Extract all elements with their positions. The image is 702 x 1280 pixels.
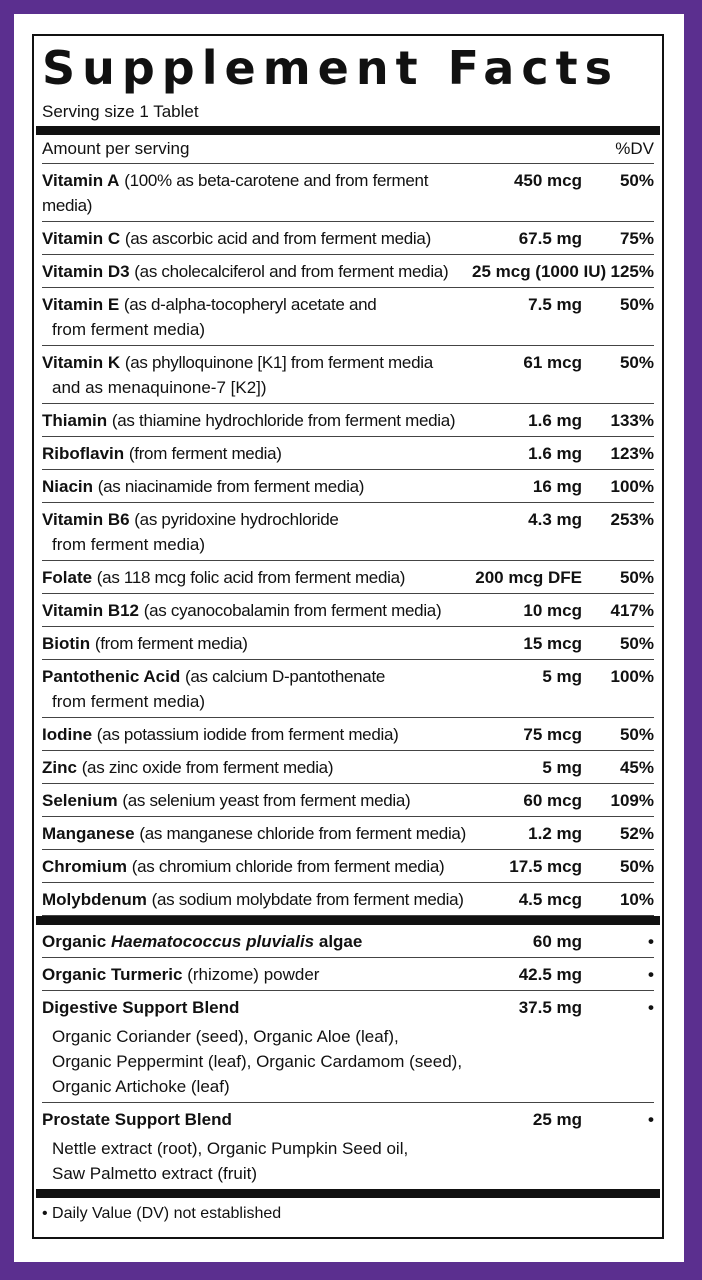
nutrient-name: Thiamin [42, 411, 108, 430]
nutrient-dv: 75% [619, 229, 654, 248]
nutrient-dv: 50% [619, 295, 654, 314]
nutrient-source: (as sodium molybdate from ferment media) [151, 890, 464, 909]
nutrient-name-cell [42, 507, 472, 557]
nutrient-name-cell [42, 664, 472, 714]
thick-divider [36, 916, 660, 925]
nutrient-amount: 1.2 mg [528, 824, 582, 843]
nutrient-amount: 5 mg [542, 758, 582, 777]
nutrient-row [42, 660, 654, 718]
nutrient-name-cell [42, 292, 472, 342]
nutrient-row [42, 288, 654, 346]
dv-header-label: %DV [615, 139, 654, 158]
nutrient-source: (as manganese chloride from ferment media) [139, 824, 466, 843]
nutrient-name-cell [42, 226, 472, 251]
thick-divider [36, 1189, 660, 1198]
blend-component-line: Organic Artichoke (leaf) [52, 1077, 230, 1096]
nutrient-list [42, 164, 654, 916]
nutrient-name: Chromium [42, 857, 127, 876]
nutrient-row [42, 255, 654, 288]
nutrient-name-cell [42, 854, 472, 879]
nutrient-row [42, 784, 654, 817]
nutrient-amount: 200 mcg DFE [475, 568, 582, 587]
nutrient-source: (as ascorbic acid and from ferment media) [124, 229, 431, 248]
nutrient-source: (as phylloquinone [K1] from ferment media [124, 353, 433, 372]
nutrient-amount: 1.6 mg [528, 411, 582, 430]
nutrient-name: Manganese [42, 824, 135, 843]
nutrient-dv: 10% [619, 890, 654, 909]
ingredient-dv-marker: • [648, 1110, 654, 1129]
blend-component-line: Nettle extract (root), Organic Pumpkin Seed oil, [52, 1139, 409, 1158]
serving-size: Serving size 1 Tablet [42, 102, 199, 121]
nutrient-dv: 52% [619, 824, 654, 843]
nutrient-name-cell [42, 887, 472, 912]
nutrient-source: (as chromium chloride from ferment media) [131, 857, 445, 876]
nutrient-dv: 50% [619, 353, 654, 372]
ingredient-row [42, 1103, 654, 1189]
nutrient-name: Iodine [42, 725, 93, 744]
nutrient-name: Vitamin B12 [42, 601, 140, 620]
nutrient-name: Niacin [42, 477, 94, 496]
nutrient-name-cell [42, 788, 472, 813]
nutrient-dv: 45% [619, 758, 654, 777]
nutrient-row [42, 850, 654, 883]
nutrient-name: Folate [42, 568, 93, 587]
nutrient-name-cell [42, 168, 472, 218]
nutrient-amount: 75 mcg [523, 725, 582, 744]
nutrient-name: Vitamin E [42, 295, 120, 314]
nutrient-amount: 4.5 mcg [518, 890, 582, 909]
nutrient-row [42, 627, 654, 660]
table-header [42, 135, 654, 164]
nutrient-name: Vitamin A [42, 171, 120, 190]
ingredient-name: Organic Turmeric [42, 965, 183, 984]
nutrient-row [42, 718, 654, 751]
nutrient-amount: 450 mcg [513, 171, 582, 190]
nutrient-name-cell [42, 631, 472, 656]
nutrient-name-cell [42, 755, 472, 780]
nutrient-source: (as niacinamide from ferment media) [97, 477, 365, 496]
blend-component-line: Organic Peppermint (leaf), Organic Cardamom (seed), [52, 1052, 463, 1071]
ingredient-dv-marker: • [648, 965, 654, 984]
ingredient-amount: 60 mg [532, 932, 582, 951]
nutrient-amount: 4.3 mg [528, 510, 582, 529]
ingredient-amount: 25 mg [532, 1110, 582, 1129]
nutrient-row [42, 503, 654, 561]
nutrient-name: Vitamin B6 [42, 510, 130, 529]
nutrient-name: Zinc [42, 758, 77, 777]
nutrient-dv: 417% [610, 601, 654, 620]
nutrient-name-cell [42, 474, 472, 499]
nutrient-name-cell [42, 598, 472, 623]
ingredient-name-cell [42, 1107, 472, 1186]
nutrient-name: Molybdenum [42, 890, 147, 909]
footnote: • Daily Value (DV) not established [42, 1205, 282, 1222]
nutrient-name: Biotin [42, 634, 91, 653]
nutrient-name-cell [42, 565, 472, 590]
nutrient-name: Riboflavin [42, 444, 125, 463]
nutrient-row [42, 470, 654, 503]
ingredient-name-cell [42, 962, 472, 987]
ingredient-name-cell [42, 995, 472, 1099]
nutrient-amount: 17.5 mcg [509, 857, 582, 876]
nutrient-dv: 109% [610, 791, 654, 810]
nutrient-source-cont: from ferment media) [52, 320, 206, 339]
ingredient-name-tail: algae [318, 932, 363, 951]
nutrient-dv: 133% [610, 411, 654, 430]
ingredient-dv-marker: • [648, 932, 654, 951]
nutrient-source: (as calcium D-pantothenate [184, 667, 386, 686]
nutrient-amount: 7.5 mg [528, 295, 582, 314]
nutrient-source: (from ferment media) [128, 444, 282, 463]
nutrient-source: (as pyridoxine hydrochloride [134, 510, 339, 529]
panel-title: Supplement Facts [42, 41, 619, 95]
nutrient-dv: 50% [619, 725, 654, 744]
nutrient-dv: 50% [619, 857, 654, 876]
label-page [14, 14, 684, 1262]
nutrient-row [42, 883, 654, 916]
nutrient-dv: 253% [610, 510, 654, 529]
nutrient-row [42, 404, 654, 437]
thick-divider [36, 126, 660, 135]
nutrient-name-cell [42, 408, 472, 433]
nutrient-name: Selenium [42, 791, 118, 810]
nutrient-source: (from ferment media) [94, 634, 248, 653]
ingredient-row [42, 958, 654, 991]
nutrient-dv: 50% [619, 171, 654, 190]
nutrient-amount: 25 mcg (1000 IU) [472, 262, 607, 281]
ingredient-row [42, 991, 654, 1103]
nutrient-source: (as potassium iodide from ferment media) [96, 725, 399, 744]
ingredient-row [42, 925, 654, 958]
nutrient-dv: 100% [610, 667, 654, 686]
nutrient-row [42, 751, 654, 784]
nutrient-amount: 1.6 mg [528, 444, 582, 463]
nutrient-name-cell [42, 259, 472, 284]
nutrient-source: (as thiamine hydrochloride from ferment media) [111, 411, 456, 430]
nutrient-source-cont: and as menaquinone-7 [K2]) [52, 378, 267, 397]
ingredient-name-cell [42, 929, 472, 954]
nutrient-source: (as selenium yeast from ferment media) [122, 791, 411, 810]
nutrient-row [42, 164, 654, 222]
nutrient-name-cell [42, 441, 472, 466]
nutrient-amount: 5 mg [542, 667, 582, 686]
other-ingredients-list [42, 925, 654, 1189]
nutrient-amount: 15 mcg [523, 634, 582, 653]
ingredient-dv-marker: • [648, 998, 654, 1017]
nutrient-amount: 67.5 mg [518, 229, 582, 248]
nutrient-amount: 16 mg [532, 477, 582, 496]
nutrient-amount: 10 mcg [523, 601, 582, 620]
nutrient-source: (as 118 mcg folic acid from ferment media) [96, 568, 406, 587]
ingredient-amount: 37.5 mg [518, 998, 582, 1017]
nutrient-name-cell [42, 722, 472, 747]
nutrient-name: Pantothenic Acid [42, 667, 181, 686]
nutrient-source: (as zinc oxide from ferment media) [81, 758, 334, 777]
nutrient-name: Vitamin C [42, 229, 121, 248]
nutrient-row [42, 817, 654, 850]
ingredient-name: Prostate Support Blend [42, 1110, 232, 1129]
ingredient-name: Organic [42, 932, 107, 951]
nutrient-row [42, 594, 654, 627]
nutrient-dv: 125% [610, 262, 654, 281]
nutrient-source: (as cholecalciferol and from ferment media) [134, 262, 449, 281]
nutrient-row [42, 346, 654, 404]
nutrient-row [42, 222, 654, 255]
supplement-facts-panel [32, 34, 664, 1239]
nutrient-name-cell [42, 821, 472, 846]
ingredient-desc: (rhizome) powder [187, 965, 320, 984]
nutrient-dv: 50% [619, 568, 654, 587]
ingredient-amount: 42.5 mg [518, 965, 582, 984]
ingredient-name-italic: Haematococcus pluvialis [110, 932, 315, 951]
nutrient-name: Vitamin K [42, 353, 121, 372]
nutrient-name: Vitamin D3 [42, 262, 130, 281]
nutrient-amount: 61 mcg [523, 353, 582, 372]
nutrient-name-cell [42, 350, 472, 400]
ingredient-name: Digestive Support Blend [42, 998, 240, 1017]
nutrient-source: (as cyanocobalamin from ferment media) [143, 601, 442, 620]
nutrient-dv: 50% [619, 634, 654, 653]
nutrient-source-cont: from ferment media) [52, 692, 206, 711]
nutrient-source-cont: from ferment media) [52, 535, 206, 554]
nutrient-row [42, 561, 654, 594]
nutrient-dv: 123% [610, 444, 654, 463]
nutrient-row [42, 437, 654, 470]
nutrient-source: (as d-alpha-tocopheryl acetate and [123, 295, 377, 314]
nutrient-dv: 100% [610, 477, 654, 496]
nutrient-amount: 60 mcg [523, 791, 582, 810]
blend-component-line: Saw Palmetto extract (fruit) [52, 1164, 258, 1183]
nutrient-source: (100% as beta-carotene and from ferment media) [42, 171, 429, 215]
amount-per-serving-label: Amount per serving [42, 139, 190, 158]
blend-component-line: Organic Coriander (seed), Organic Aloe (leaf), [52, 1027, 399, 1046]
